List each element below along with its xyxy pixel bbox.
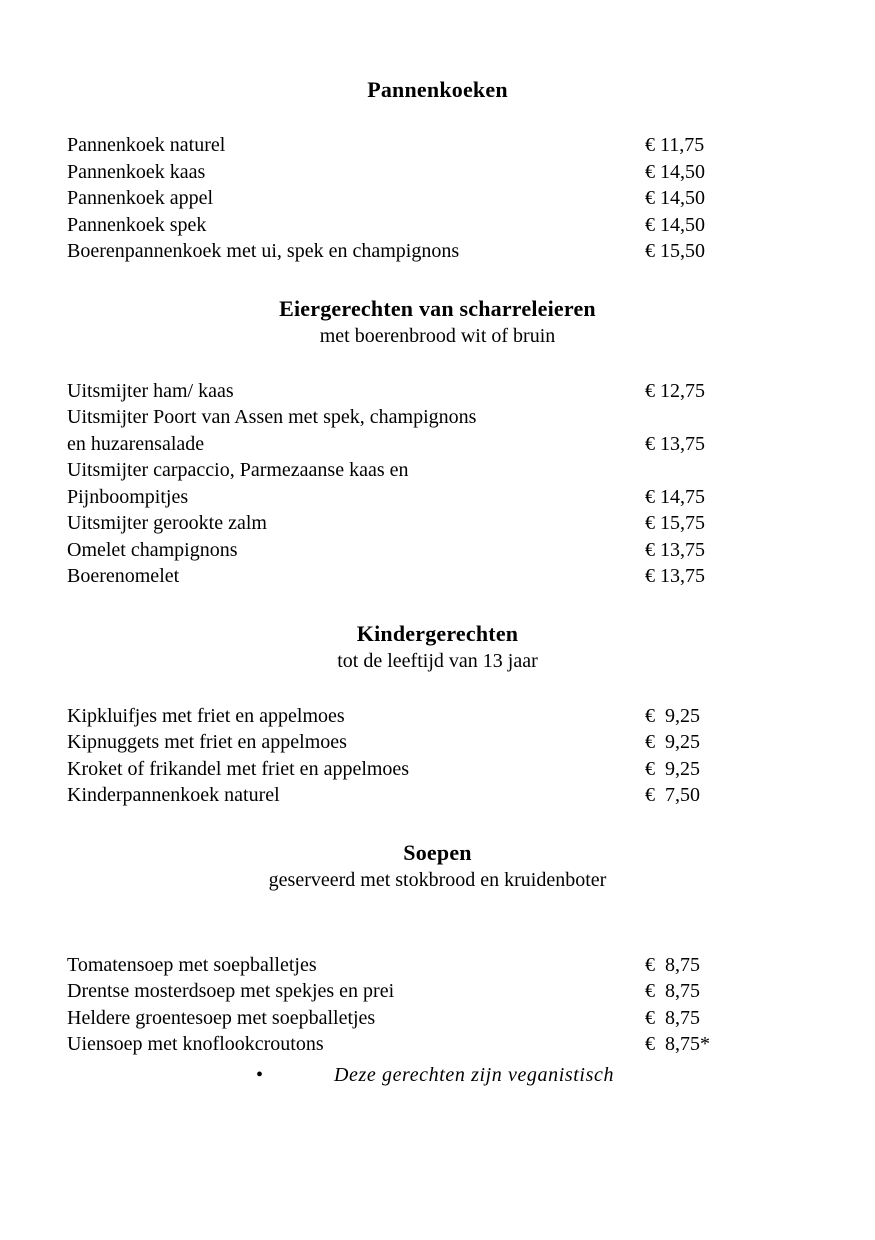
item-name: Heldere groentesoep met soepballetjes bbox=[67, 1006, 376, 1029]
item-name: Tomatensoep met soepballetjes bbox=[67, 953, 317, 976]
item-name: Boerenomelet bbox=[67, 565, 180, 587]
item-name: Uitsmijter gerookte zalm bbox=[67, 512, 267, 534]
item-name: Kinderpannenkoek naturel bbox=[67, 784, 280, 806]
menu-item-row bbox=[67, 185, 875, 212]
footnote-text: Deze gerechten zijn veganistisch bbox=[334, 1063, 615, 1086]
item-price: € 8,75 bbox=[645, 980, 700, 1002]
section-subtitle: met boerenbrood wit of bruin bbox=[319, 324, 556, 347]
item-price: € 14,50 bbox=[645, 187, 705, 209]
bullet-icon: • bbox=[256, 1063, 264, 1086]
item-price: € 14,50 bbox=[645, 213, 705, 236]
section-rows bbox=[0, 703, 875, 809]
item-price: € 9,25 bbox=[645, 704, 700, 727]
menu-item-row bbox=[67, 952, 875, 979]
menu-section-3 bbox=[0, 620, 875, 809]
menu-item-row bbox=[67, 510, 875, 537]
menu-item-row bbox=[67, 159, 875, 186]
item-price: € 8,75 bbox=[645, 953, 700, 976]
menu-item-row bbox=[67, 238, 875, 265]
menu-item-row bbox=[67, 782, 875, 809]
vegan-footnote bbox=[256, 1062, 875, 1089]
menu-item-row bbox=[67, 563, 875, 590]
menu-item-row bbox=[67, 756, 875, 783]
menu-item-row bbox=[67, 729, 875, 756]
section-title: Pannenkoeken bbox=[367, 77, 508, 102]
item-name: Pannenkoek appel bbox=[67, 187, 214, 209]
item-price: € 13,75 bbox=[645, 432, 705, 455]
item-price: € 13,75 bbox=[645, 538, 705, 561]
item-price: € 8,75* bbox=[645, 1033, 710, 1055]
menu-section-2 bbox=[0, 295, 875, 590]
item-name: Kipkluifjes met friet en appelmoes bbox=[67, 704, 345, 727]
item-name: Boerenpannenkoek met ui, spek en champignons bbox=[67, 240, 460, 262]
menu-item-row bbox=[67, 703, 875, 730]
item-price: € 7,50 bbox=[645, 784, 700, 806]
item-price: € 14,75 bbox=[645, 485, 705, 508]
section-title: Eiergerechten van scharreleieren bbox=[279, 295, 596, 321]
item-name: Uitsmijter ham/ kaas bbox=[67, 379, 234, 402]
item-name: Kroket of frikandel met friet en appelmoes bbox=[67, 757, 410, 780]
item-name: Pannenkoek spek bbox=[67, 213, 207, 236]
section-title: Kindergerechten bbox=[356, 620, 519, 646]
section-rows bbox=[0, 952, 875, 1058]
item-name: Uitsmijter Poort van Assen met spek, champignons bbox=[67, 406, 477, 428]
item-name: Uiensoep met knoflookcroutons bbox=[67, 1033, 324, 1055]
item-price: € 9,25 bbox=[645, 731, 700, 753]
menu-section-4 bbox=[0, 839, 875, 1058]
item-price: € 12,75 bbox=[645, 379, 705, 402]
menu-item-row bbox=[67, 978, 875, 1005]
item-price: € 9,25 bbox=[645, 757, 700, 780]
item-price: € 15,50 bbox=[645, 240, 705, 262]
menu-item-row bbox=[67, 457, 875, 484]
item-price: € 15,75 bbox=[645, 512, 705, 534]
item-name: Drentse mosterdsoep met spekjes en prei bbox=[67, 980, 395, 1002]
menu-section-1 bbox=[0, 76, 875, 265]
section-rows bbox=[0, 378, 875, 590]
menu-item-row bbox=[67, 1005, 875, 1032]
menu-item-row bbox=[67, 484, 875, 511]
item-price: € 11,75 bbox=[645, 134, 705, 156]
menu-item-row bbox=[67, 537, 875, 564]
menu-item-row bbox=[67, 212, 875, 239]
item-name: Omelet champignons bbox=[67, 538, 238, 561]
item-name: Pannenkoek kaas bbox=[67, 160, 206, 183]
item-name: Kipnuggets met friet en appelmoes bbox=[67, 731, 347, 753]
item-price: € 8,75 bbox=[645, 1006, 700, 1029]
menu-item-row bbox=[67, 431, 875, 458]
item-price: € 14,50 bbox=[645, 160, 705, 183]
section-title: Soepen bbox=[403, 839, 472, 865]
item-name: Pijnboompitjes bbox=[67, 485, 189, 508]
section-subtitle: tot de leeftijd van 13 jaar bbox=[337, 649, 538, 672]
item-price: € 13,75 bbox=[645, 565, 705, 587]
menu-item-row bbox=[67, 404, 875, 431]
menu-item-row bbox=[67, 132, 875, 159]
item-name: Uitsmijter carpaccio, Parmezaanse kaas en bbox=[67, 459, 409, 481]
section-subtitle: geserveerd met stokbrood en kruidenboter bbox=[268, 868, 607, 891]
item-name: en huzarensalade bbox=[67, 432, 205, 455]
menu-item-row bbox=[67, 378, 875, 405]
section-rows bbox=[0, 132, 875, 265]
item-name: Pannenkoek naturel bbox=[67, 134, 226, 156]
menu-item-row bbox=[67, 1031, 875, 1058]
